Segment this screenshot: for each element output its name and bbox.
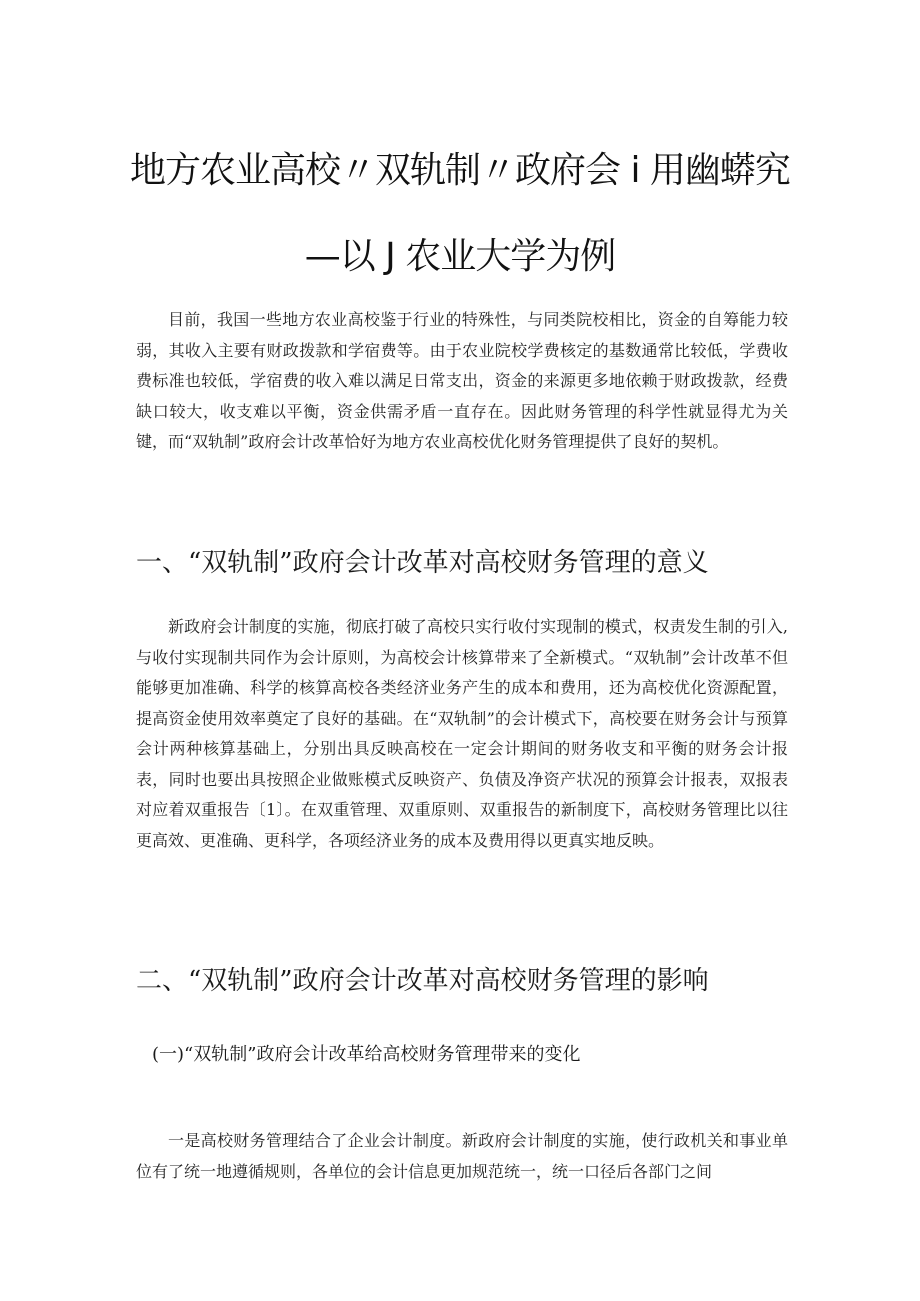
section2-subheading: (一)“双轨制”政府会计改革给高校财务管理带来的变化: [152, 1044, 581, 1065]
section2-heading: 二、“双轨制”政府会计改革对高校财务管理的影响: [136, 966, 709, 996]
intro-paragraph: 目前，我国一些地方农业高校鉴于行业的特殊性，与同类院校相比，资金的自筹能力较弱，其收入主要有财政拨款和学宿费等。由于农业院校学费核定的基数通常比较低，学费收费标准也较低，学宿费的收入难以满足日常支出，资金的来源更多地依赖于财政拨款，经费缺口较大，收支难以平衡，资金供需矛盾一直存在。因此财务管理的科学性就显得尤为关键，而“双轨制”政府会计改革恰好为地方农业高校优化财务管理提供了良好的契机。: [136, 310, 788, 451]
section1-heading: 一、“双轨制”政府会计改革对高校财务管理的意义: [136, 548, 709, 578]
document-title-line1: 地方农业高校〃双轨制〃政府会 i 用幽蟒究: [130, 150, 790, 191]
document-title-line2: —以 J 农业大学为例: [304, 236, 616, 277]
section1-paragraph: 新政府会计制度的实施，彻底打破了高校只实行收付实现制的模式，权责发生制的引入,与收付实现制共同作为会计原则，为高校会计核算带来了全新模式。“双轨制”会计改革不但能够更加准确、科学的核算高校各类经济业务产生的成本和费用，还为高校优化资源配置，提高资金使用效率奠定了良好的基础。在“双轨制”的会计模式下，高校要在财务会计与预算会计两种核算基础上，分别出具反映高校在一定会计期间的财务收支和平衡的财务会计报表，同时也要出具按照企业做账模式反映资产、负债及净资产状况的预算会计报表，双报表对应着双重报告〔1〕。在双重管理、双重原则、双重报告的新制度下，高校财务管理比以往更高效、更准确、更科学，各项经济业务的成本及费用得以更真实地反映。: [136, 617, 788, 850]
section2-paragraph: 一是高校财务管理结合了企业会计制度。新政府会计制度的实施，使行政机关和事业单位有了统一地遵循规则，各单位的会计信息更加规范统一，统一口径后各部门之间: [136, 1131, 788, 1181]
